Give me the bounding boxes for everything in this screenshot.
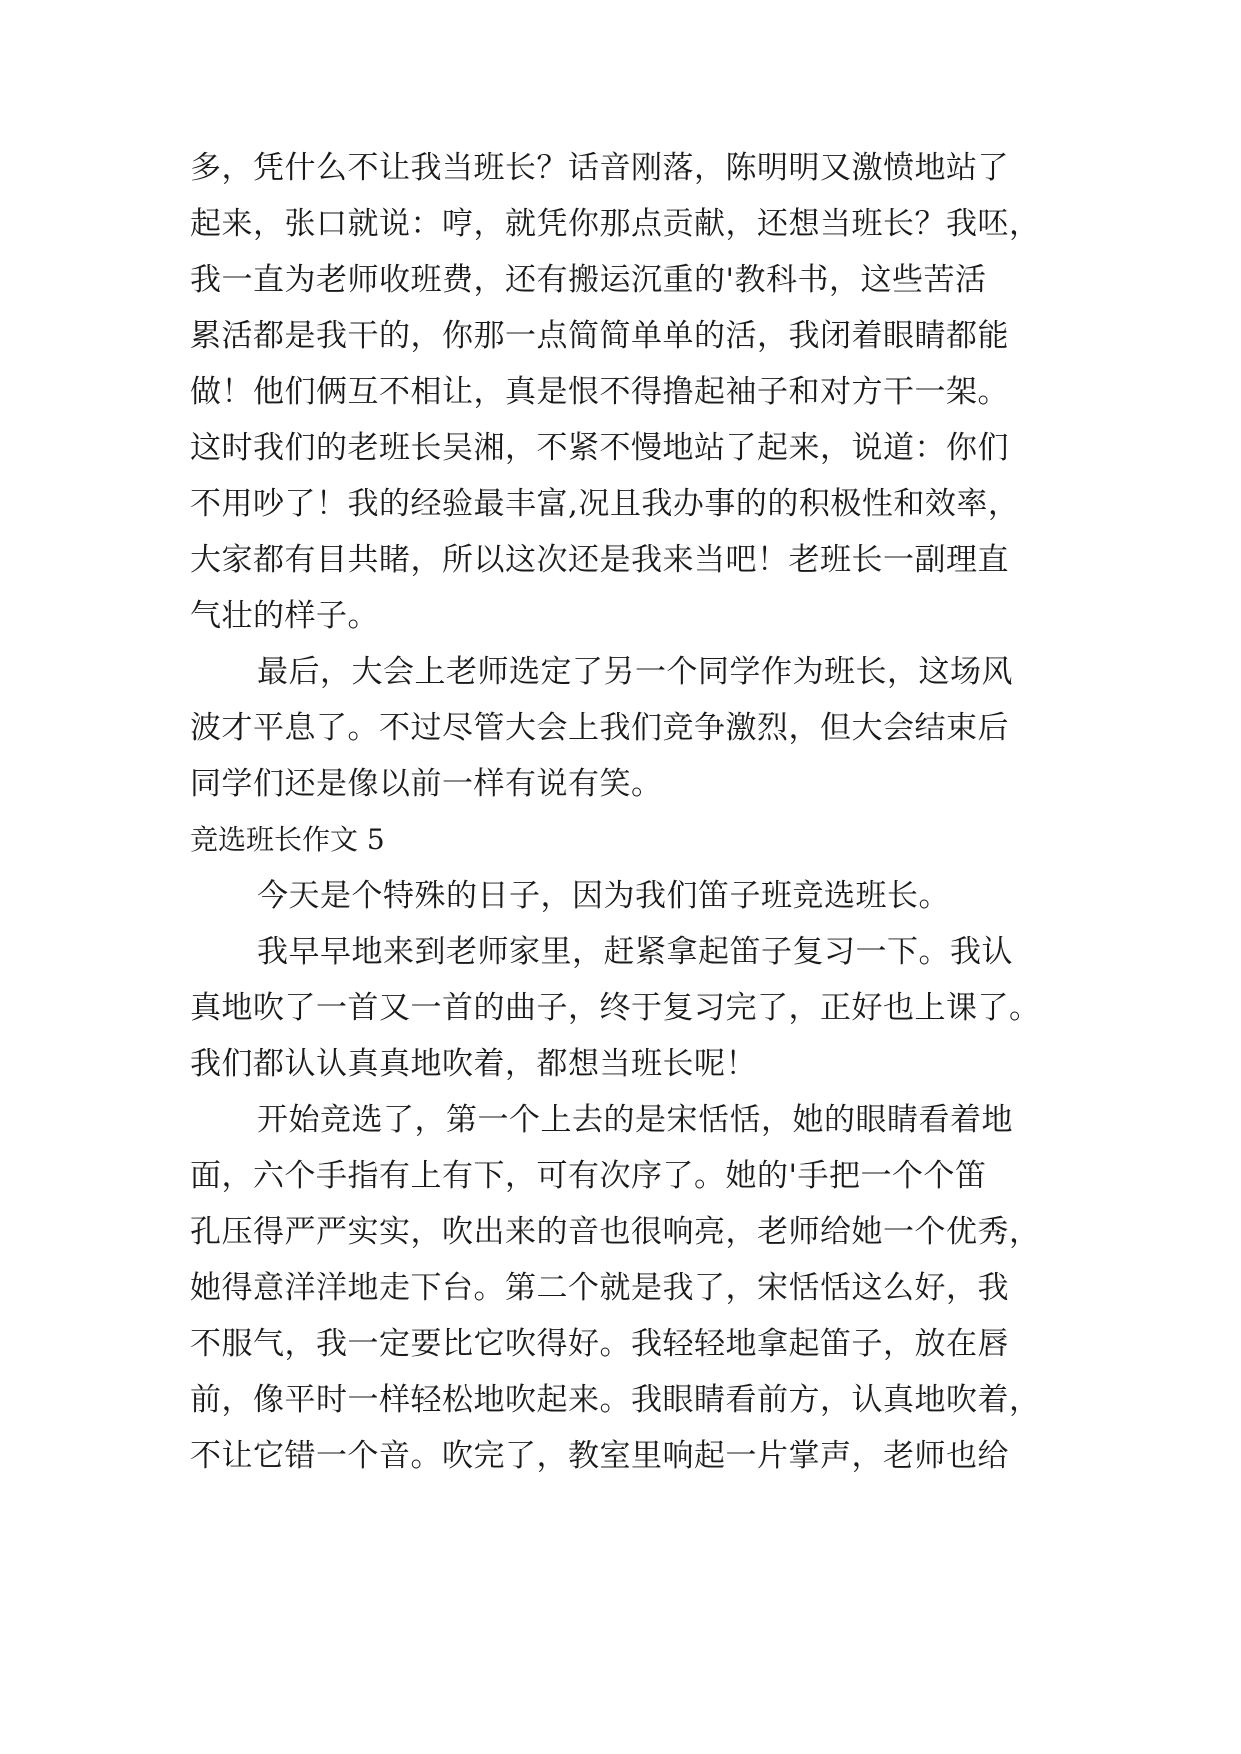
text-line: 这时我们的老班长吴湘，不紧不慢地站了起来，说道：你们 [190, 430, 1009, 466]
text-line: 做！他们俩互不相让，真是恨不得撸起袖子和对方干一架。 [190, 374, 1009, 410]
text-line: 同学们还是像以前一样有说有笑。 [190, 766, 663, 802]
text-line: 大家都有目共睹，所以这次还是我来当吧！老班长一副理直 [190, 542, 1009, 578]
text-line: 面，六个手指有上有下，可有次序了。她的'手把一个个笛 [190, 1158, 987, 1194]
text-line: 多，凭什么不让我当班长？话音刚落，陈明明又激愤地站了 [190, 150, 1009, 186]
text-line: 起来，张口就说：哼，就凭你那点贡献，还想当班长？我呸， [190, 206, 1041, 242]
text-line: 真地吹了一首又一首的曲子，终于复习完了，正好也上课了。 [190, 990, 1041, 1026]
text-line: 孔压得严严实实，吹出来的音也很响亮，老师给她一个优秀， [190, 1214, 1041, 1250]
text-line: 开始竞选了，第一个上去的是宋恬恬，她的眼睛看着地 [257, 1102, 1013, 1138]
text-line: 不用吵了！我的经验最丰富,况且我办事的的积极性和效率， [190, 486, 1020, 522]
text-line: 她得意洋洋地走下台。第二个就是我了，宋恬恬这么好，我 [190, 1270, 1009, 1306]
text-line: 我们都认认真真地吹着，都想当班长呢！ [190, 1046, 757, 1082]
text-line: 累活都是我干的，你那一点简简单单的活，我闭着眼睛都能 [190, 318, 1009, 354]
text-line: 最后，大会上老师选定了另一个同学作为班长，这场风 [257, 654, 1013, 690]
text-line: 我早早地来到老师家里，赶紧拿起笛子复习一下。我认 [257, 934, 1013, 970]
text-line: 不让它错一个音。吹完了，教室里响起一片掌声，老师也给 [190, 1438, 1009, 1474]
section-heading: 竞选班长作文 5 [190, 823, 385, 856]
text-line: 前，像平时一样轻松地吹起来。我眼睛看前方，认真地吹着， [190, 1382, 1041, 1418]
text-line: 波才平息了。不过尽管大会上我们竞争激烈，但大会结束后 [190, 710, 1009, 746]
text-line: 不服气，我一定要比它吹得好。我轻轻地拿起笛子，放在唇 [190, 1326, 1009, 1362]
text-line: 气壮的样子。 [190, 598, 379, 634]
text-line: 今天是个特殊的日子，因为我们笛子班竞选班长。 [257, 878, 950, 914]
text-line: 我一直为老师收班费，还有搬运沉重的'教科书，这些苦活 [190, 262, 987, 298]
